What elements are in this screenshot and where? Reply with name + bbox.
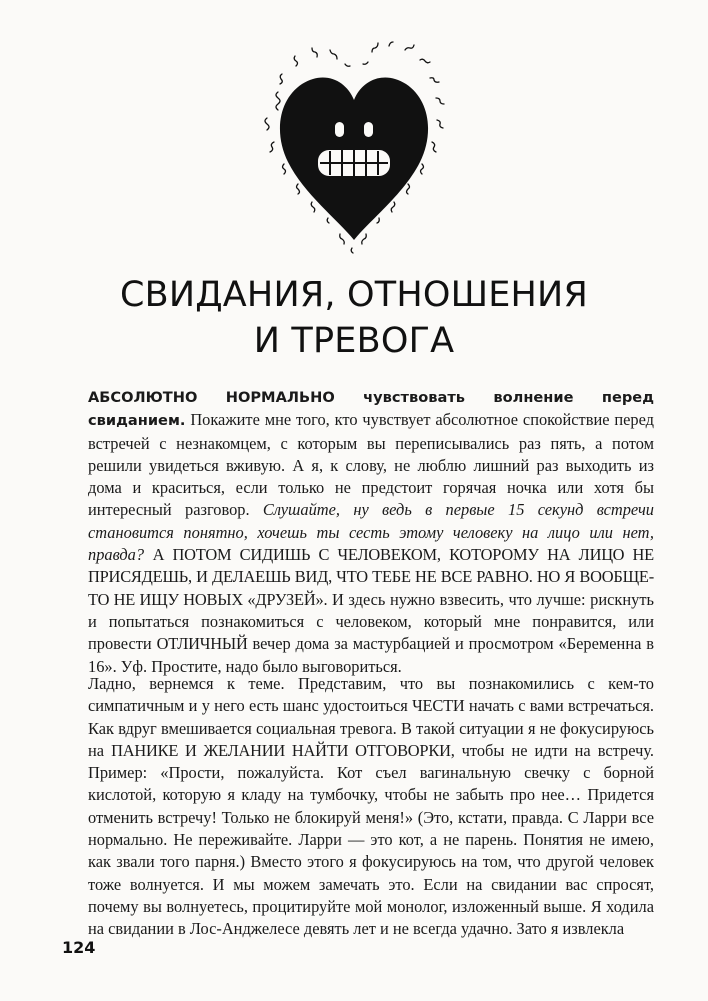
paragraph-2-text-c: чтобы не идти на встречу. Пример: «Прости, пожалуйста. Кот съел вагинальную свечку с борной кислотой, которую я кладу на тумбочку, чтобы не забыть про нее… Придется отменить встречу! Только не блокируй меня!» (Это, кстати, правда. С Ларри все нормально. Не переживайте. Ларри — это кот, а не парень. Понятия не имею, как звали того парня.) Вместо этого я фокусируюсь на том, что другой человек тоже волнуется. И мы можем замечать это. Если на свидании вас спросят, почему вы волнуетесь, процитируйте мой монолог, изложенный выше. Я ходила на свидании в Лос-Анджелесе девять лет и не всегда удачно. Зато я извлекла	[88, 740, 654, 939]
paragraph-2-caps1: ЧЕСТИ	[412, 696, 465, 716]
paragraph-1-text-b: И здесь нужно взвесить, что лучше: рискнуть и попытаться познакомиться с человеком, который мне понравится, или провести	[88, 589, 654, 654]
paragraph-1	[88, 386, 654, 678]
paragraph-2-text-b: начать с вами встречаться. Как вдруг вмешивается социальная тревога. В такой ситуации я не фокусируюсь на	[88, 696, 654, 760]
paragraph-1-italic: Слушайте, ну ведь в первые 15 секунд встречи становится понятно, хочешь ты сесть этому человеку на лицо или нет, правда?	[88, 500, 654, 565]
paragraph-2	[88, 673, 654, 941]
paragraph-2-caps2: ПАНИКЕ И ЖЕЛАНИИ НАЙТИ ОТГОВОРКИ,	[111, 740, 455, 760]
paragraph-1-caps2: ОТЛИЧНЫЙ	[156, 634, 248, 654]
nervous-heart-icon	[258, 34, 450, 256]
chapter-title-line2: И ТРЕВОГА	[253, 321, 455, 361]
chapter-title	[60, 272, 648, 364]
paragraph-1-text-c: вечер дома за мастурбацией и просмотром «Беременна в 16». Уф. Простите, надо было выговориться.	[88, 634, 654, 676]
chapter-title-line1: СВИДАНИЯ, ОТНОШЕНИЯ	[120, 275, 588, 315]
paragraph-1-caps: А ПОТОМ СИДИШЬ С ЧЕЛОВЕКОМ, КОТОРОМУ НА ЛИЦО НЕ ПРИСЯДЕШЬ, И ДЕЛАЕШЬ ВИД, ЧТО ТЕБЕ НЕ ВСЕ РАВНО. НО Я ВООБЩЕ-ТО НЕ ИЩУ НОВЫХ «ДРУЗЕЙ».	[88, 545, 654, 609]
paragraph-1-text-a: Покажите мне того, кто чувствует абсолютное спокойствие перед встречей с незнакомцем, с которым вы переписывались раз пять, а потом решили увидеться вживую. А я, к слову, не люблю лишний раз выходить из дома и краситься, если только не предстоит горячая ночка или хотя бы интересный разговор.	[88, 410, 654, 520]
lead-sentence: АБСОЛЮТНО НОРМАЛЬНО чувствовать волнение перед свиданием.	[88, 389, 654, 430]
paragraph-2-text-a: Ладно, вернемся к теме. Представим, что вы познакомились с кем-то симпатичным и у него есть шанс удостоиться	[88, 674, 654, 716]
page-number: 124	[62, 938, 96, 957]
